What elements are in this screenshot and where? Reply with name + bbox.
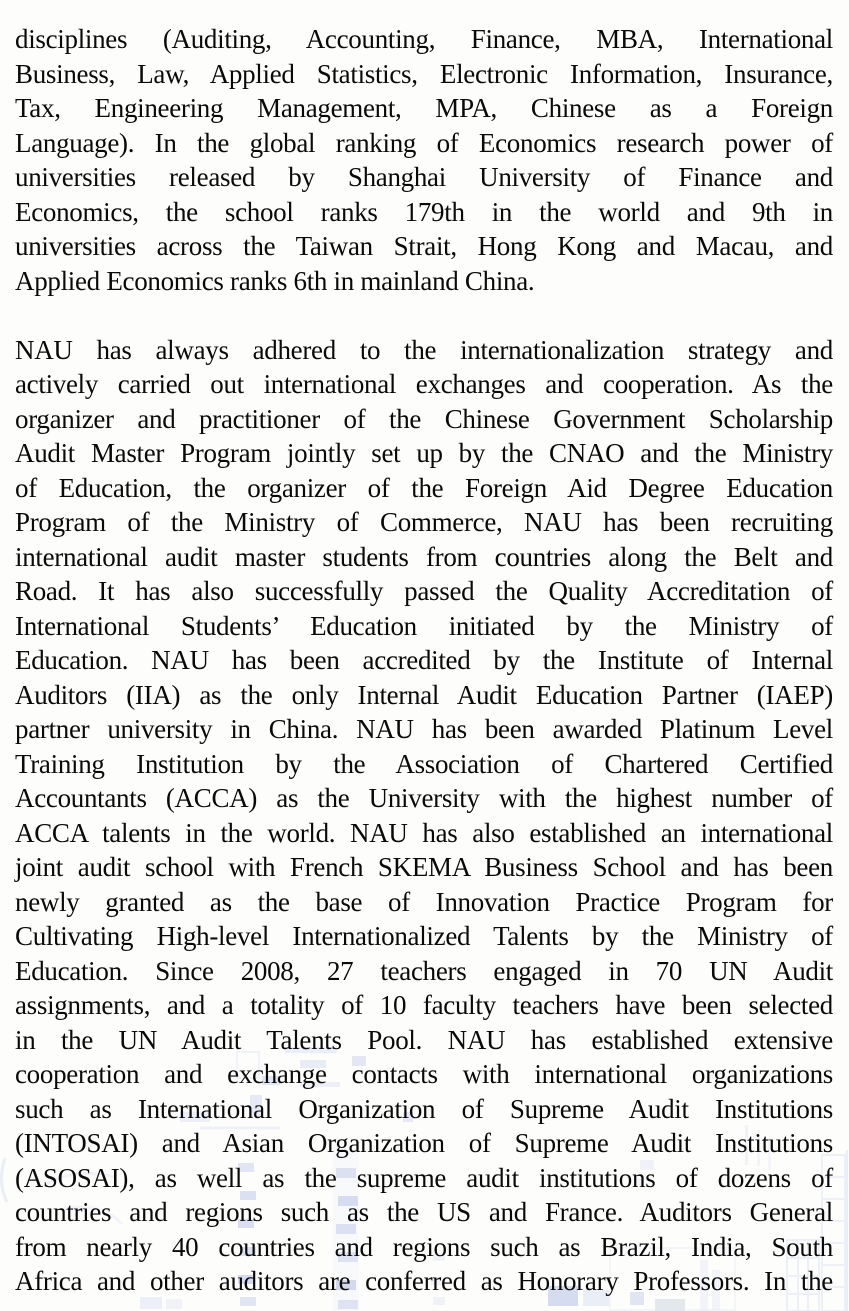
text-line: NAU has always adhered to the internationalization strategy and [15,334,833,365]
text-line: assignments, and a totality of 10 faculty teachers have been selected [15,990,833,1020]
text-line: Language). In the global ranking of Economics research power of [15,127,833,158]
text-line: from nearly 40 countries and regions such as Brazil, India, South [15,1231,833,1262]
text-line: (INTOSAI) and Asian Organization of Supreme Audit Institutions [15,1128,833,1158]
text-line: Economics, the school ranks 179th in the world and 9th in [15,196,833,227]
text-line: in the UN Audit Talents Pool. NAU has established extensive [15,1024,833,1055]
text-line: Road. It has also successfully passed the Quality Accreditation of [15,576,833,606]
text-line: (ASOSAI), as well as the supreme audit institutions of dozens of [15,1162,833,1193]
text-line: Program of the Ministry of Commerce, NAU has been recruiting [15,507,833,537]
text-line: such as International Organization of Supreme Audit Institutions [15,1093,833,1124]
text-line: international audit master students from countries along the Belt and [15,541,833,572]
text-line: partner university in China. NAU has been awarded Platinum Level [15,714,833,744]
paragraph-1 [15,22,833,298]
text-line: actively carried out international exchanges and cooperation. As the [15,369,833,399]
text-line: International Students’ Education initiated by the Ministry of [15,610,833,641]
text-line: Tax, Engineering Management, MPA, Chinese as a Foreign [15,93,833,123]
text-line: newly granted as the base of Innovation Practice Program for [15,886,833,917]
text-line: Audit Master Program jointly set up by the CNAO and the Ministry [15,438,833,468]
text-line: cooperation and exchange contacts with international organizations [15,1059,833,1089]
text-line: countries and regions such as the US and France. Auditors General [15,1197,833,1227]
text-line: universities released by Shanghai University of Finance and [15,162,833,192]
text-line: disciplines (Auditing, Accounting, Finance, MBA, International [15,24,833,54]
text-line: Training Institution by the Association of Chartered Certified [15,748,833,779]
text-line: Education. NAU has been accredited by the Institute of Internal [15,645,833,675]
document-text [15,22,833,1299]
text-line: of Education, the organizer of the Foreign Aid Degree Education [15,472,833,503]
text-line: joint audit school with French SKEMA Business School and has been [15,852,833,882]
text-line: Applied Economics ranks 6th in mainland China. [15,265,535,296]
paragraph-2 [15,333,833,1299]
text-line: Accountants (ACCA) as the University with the highest number of [15,783,833,813]
text-line: organizer and practitioner of the Chinese Government Scholarship [15,403,833,434]
text-line: universities across the Taiwan Strait, Hong Kong and Macau, and [15,231,833,261]
text-line: Business, Law, Applied Statistics, Electronic Information, Insurance, [15,58,833,89]
text-line: Education. Since 2008, 27 teachers engaged in 70 UN Audit [15,955,833,986]
text-line: Auditors (IIA) as the only Internal Audit Education Partner (IAEP) [15,679,833,710]
text-line: Africa and other auditors are conferred as Honorary Professors. In the [15,1266,833,1296]
text-line: Cultivating High-level Internationalized Talents by the Ministry of [15,921,833,951]
text-line: ACCA talents in the world. NAU has also established an international [15,817,833,848]
